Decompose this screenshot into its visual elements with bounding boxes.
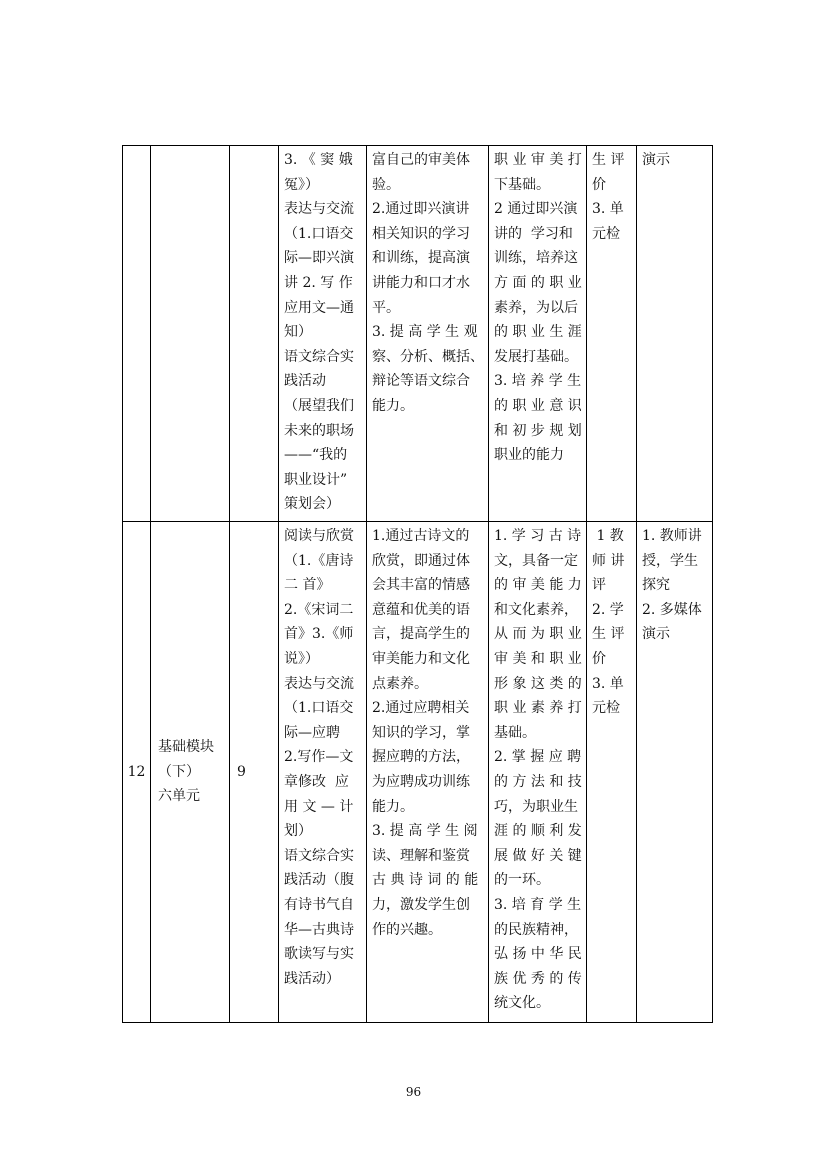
- career-literacy-cell: 1. 学 习 古 诗 文，具备一定 的 审 美 能 力 和文化素养， 从 而 为 职 业 审 美 和 职 业 形 象 这 类 的 职 业 素 养 打 基础。 2. 掌 握 应 聘 的 方 法 和 技 巧，为职业生 涯 的 顺 利 发 展 做 好 关 键 的一环。 3. 培 育 学 生 的民族精神， 弘 扬 中 华 民 族 优 秀 的 传 统文化。: [489, 522, 587, 1023]
- page-number: 96: [405, 1085, 422, 1099]
- module-cell: 基础模块 （下） 六单元: [151, 522, 230, 1023]
- hours-cell: [230, 146, 279, 522]
- hours-cell: 9: [230, 522, 279, 1023]
- table-row: [123, 146, 713, 522]
- goals-cell: 富自己的审美体 验。 2.通过即兴演讲 相关知识的学习 和训练，提高演 讲能力和口才水 平。 3. 提 高 学 生 观 察、分析、概括、 辩论等语文综合 能力。: [367, 146, 489, 522]
- goals-cell: 1.通过古诗文的 欣赏，即通过体 会其丰富的情感 意蕴和优美的语 言，提高学生的 审美能力和文化 点素养。 2.通过应聘相关 知识的学习，掌 握应聘的方法， 为应聘成功训练 能力。 3. 提 高 学 生 阅 读、理解和鉴赏 古 典 诗 词 的 能 力，激发学生创 作的兴趣。: [367, 522, 489, 1023]
- course-plan-table: [122, 145, 713, 1023]
- assessment-cell: 1 教 师 讲 评 2. 学 生 评 价 3. 单 元检: [587, 522, 637, 1023]
- module-cell: [151, 146, 230, 522]
- row-number-cell: [123, 146, 151, 522]
- content-cell: 3. 《 窦 娥 冤》） 表达与交流 （1.口语交 际—即兴演 讲 2. 写 作 应用文—通 知） 语文综合实 践活动 （展望我们 未来的职场 ——“我的 职业设计” 策划会）: [279, 146, 367, 522]
- method-cell: 演示: [637, 146, 713, 522]
- row-number-cell: 12: [123, 522, 151, 1023]
- method-cell: 1. 教师讲 授，学生 探究 2. 多媒体 演示: [637, 522, 713, 1023]
- career-literacy-cell: 职 业 审 美 打 下基础。 2 通过即兴演 讲的 学习和 训练，培养这 方 面 的 职 业 素养，为以后 的 职 业 生 涯 发展打基础。 3. 培 养 学 生 的 职 业 意 识 和 初 步 规 划 职业的能力: [489, 146, 587, 522]
- table-row: [123, 522, 713, 1023]
- content-cell: 阅读与欣赏 （1.《唐诗 二 首》 2.《宋词二 首》3.《师 说》） 表达与交流 （1.口语交 际—应聘 2.写作—文 章修改 应 用 文 — 计 划） 语文综合实 践活动（腹 有诗书气自 华—古典诗 歌读写与实 践活动）: [279, 522, 367, 1023]
- assessment-cell: 生 评 价 3. 单 元检: [587, 146, 637, 522]
